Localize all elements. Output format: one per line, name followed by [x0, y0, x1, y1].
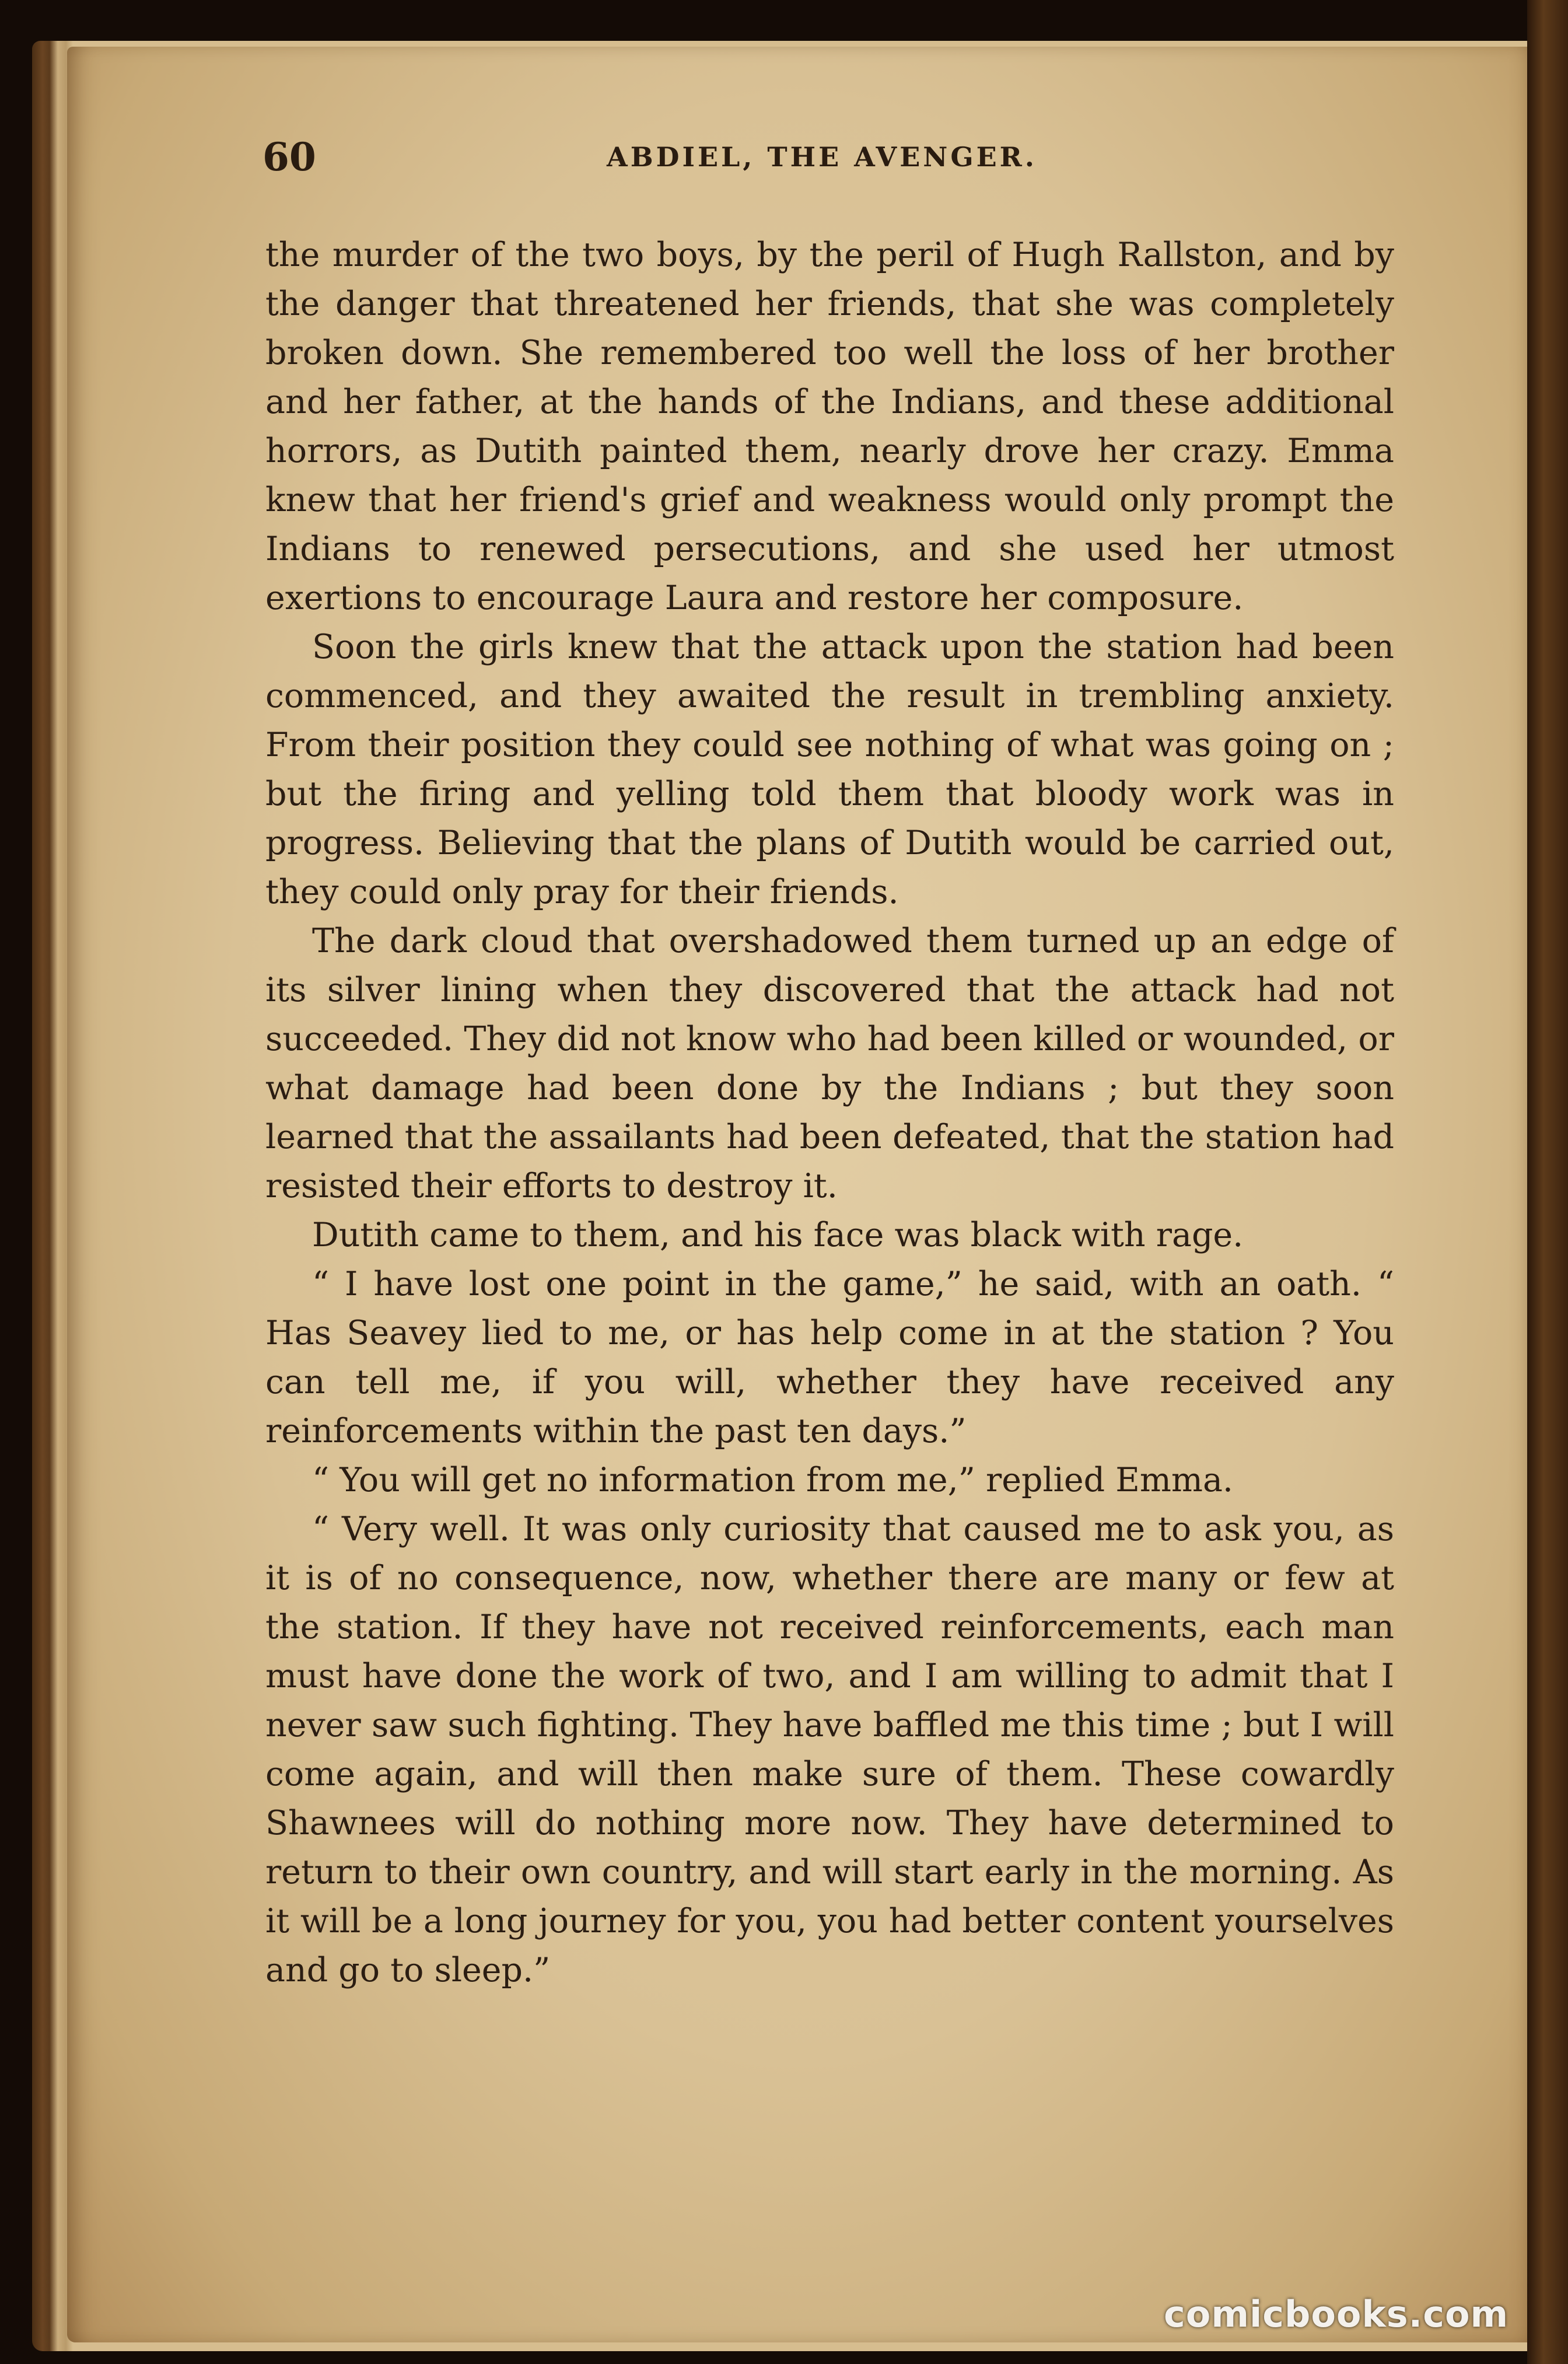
paragraph-dutith-came: Dutith came to them, and his face was black with rage.: [312, 1216, 1244, 1254]
running-head-title: ABDIEL, THE AVENGER.: [607, 141, 1037, 173]
site-watermark: comicbooks.com: [1164, 2293, 1509, 2335]
paragraph-continued: the murder of the two boys, by the peril of Hugh Rallston, and by the danger that threatened her friends, that she was completely broken down. She remembered too well the loss of her brother and her father, at the hands of the Indians, and these additional horrors, as Dutith painted them, nearly drove her crazy. Emma knew that her friend's grief and weakness would only prompt the Indians to renewed persecutions, and she used her utmost exertions to encourage Laura and restore her composure.: [265, 236, 1394, 617]
paragraph-attack: Soon the girls knew that the attack upon the station had been commenced, and they awaited the result in trembling anxiety. From their position they could see nothing of what was going on ; but the firing and yelling told them that bloody work was in progress. Believing that the plans of Dutith would be carried out, they could only pray for their friends.: [265, 628, 1394, 911]
paragraph-emma-reply: “ You will get no information from me,” replied Emma.: [312, 1461, 1234, 1499]
page-number: 60: [262, 134, 316, 180]
book-spine-edge: [1527, 0, 1568, 2364]
paragraph-dark-cloud: The dark cloud that overshadowed them turned up an edge of its silver lining when they discovered that the attack had not succeeded. They did not know who had been killed or wounded, or what damage had been done by the Indians ; but they soon learned that the assailants had been defeated, that the station had resisted their efforts to destroy it.: [265, 922, 1394, 1205]
body-text: [265, 230, 1394, 1995]
paragraph-very-well: “ Very well. It was only curiosity that caused me to ask you, as it is of no consequence, now, whether there are many or few at the station. If they have not received reinforcements, each man must have done the work of two, and I am willing to admit that I never saw such fighting. They have baffled me this time ; but I will come again, and will then make sure of them. These cowardly Shawnees will do nothing more now. They have determined to return to their own country, and will start early in the morning. As it will be a long journey for you, you had better content yourselves and go to sleep.”: [265, 1510, 1394, 1989]
paragraph-dutith-speech: “ I have lost one point in the game,” he said, with an oath. “ Has Seavey lied to me, or has help come in at the station ? You can tell me, if you will, whether they have received any reinforcements within the past ten days.”: [265, 1265, 1394, 1450]
page-header: [262, 134, 1400, 187]
